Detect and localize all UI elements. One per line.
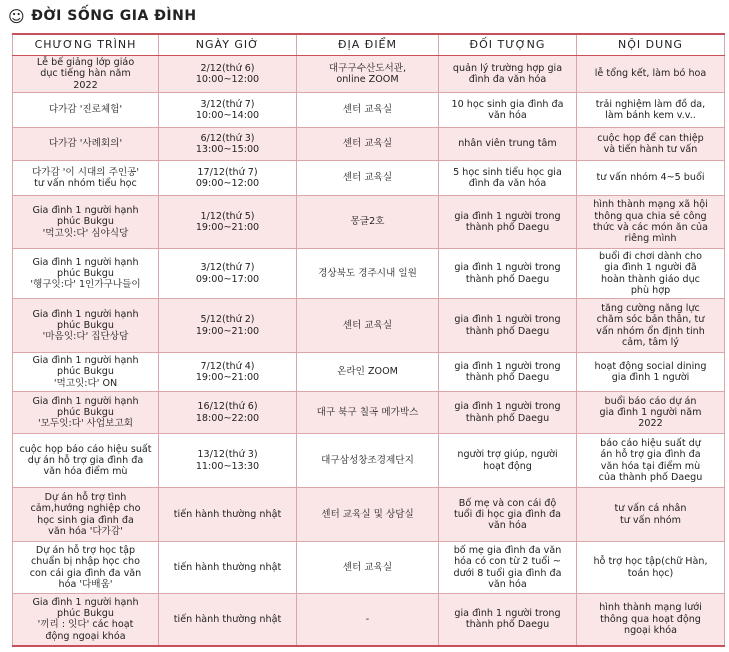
cell-datetime: tiến hành thường nhật xyxy=(159,594,297,646)
cell-target: gia đình 1 người trong thành phố Daegu xyxy=(439,299,577,353)
section-title-text: ĐỜI SỐNG GIA ĐÌNH xyxy=(31,8,197,24)
cell-program: 다가감 '진로체험' xyxy=(13,93,159,128)
cell-content: cuộc họp để can thiệp và tiến hành tư vấn xyxy=(577,128,725,161)
smiley-icon: ☺ xyxy=(8,6,26,26)
cell-target: gia đình 1 người trong thành phố Daegu xyxy=(439,196,577,249)
header-target: ĐỐI TƯỢNG xyxy=(439,34,577,56)
cell-target: người trợ giúp, người hoạt động xyxy=(439,434,577,488)
cell-datetime: 1/12(thứ 5) 19:00~21:00 xyxy=(159,196,297,249)
table-header-row xyxy=(13,34,725,56)
table-row xyxy=(13,128,725,161)
cell-program: Gia đình 1 người hạnh phúc Bukgu '행구잇:다' 1인가구나들이 xyxy=(13,249,159,299)
cell-program: Gia đình 1 người hạnh phúc Bukgu '먹고잇:다' ON xyxy=(13,353,159,392)
cell-location: 경상북도 경주시내 일원 xyxy=(297,249,439,299)
table-row xyxy=(13,488,725,542)
cell-content: lễ tổng kết, làm bó hoa xyxy=(577,56,725,93)
cell-content: hoạt động social dining gia đình 1 người xyxy=(577,353,725,392)
cell-datetime: 13/12(thứ 3) 11:00~13:30 xyxy=(159,434,297,488)
header-content: NỘI DUNG xyxy=(577,34,725,56)
program-table xyxy=(12,33,725,647)
table-row xyxy=(13,434,725,488)
cell-datetime: 2/12(thứ 6) 10:00~12:00 xyxy=(159,56,297,93)
cell-location: 센터 교육실 xyxy=(297,93,439,128)
cell-datetime: tiến hành thường nhật xyxy=(159,488,297,542)
cell-datetime: 7/12(thứ 4) 19:00~21:00 xyxy=(159,353,297,392)
cell-location: 센터 교육실 xyxy=(297,128,439,161)
cell-datetime: 17/12(thứ 7) 09:00~12:00 xyxy=(159,161,297,196)
cell-program: cuộc họp báo cáo hiệu suất dự án hỗ trợ gia đình đa văn hóa điểm mù xyxy=(13,434,159,488)
table-row xyxy=(13,392,725,434)
cell-target: 5 học sinh tiểu học gia đình đa văn hóa xyxy=(439,161,577,196)
cell-datetime: 3/12(thứ 7) 10:00~14:00 xyxy=(159,93,297,128)
cell-target: quản lý trường hợp gia đình đa văn hóa xyxy=(439,56,577,93)
table-row xyxy=(13,249,725,299)
cell-datetime: 3/12(thứ 7) 09:00~17:00 xyxy=(159,249,297,299)
cell-datetime: tiến hành thường nhật xyxy=(159,542,297,594)
cell-target: nhân viên trung tâm xyxy=(439,128,577,161)
cell-content: hỗ trợ học tập(chữ Hàn, toán học) xyxy=(577,542,725,594)
cell-program: Lễ bế giảng lớp giáo dục tiếng hàn năm 2022 xyxy=(13,56,159,93)
cell-location: 온라인 ZOOM xyxy=(297,353,439,392)
cell-datetime: 5/12(thứ 2) 19:00~21:00 xyxy=(159,299,297,353)
cell-location: 센터 교육실 xyxy=(297,299,439,353)
cell-content: buổi đi chơi dành cho gia đình 1 người đã hoàn thành giáo dục phù hợp xyxy=(577,249,725,299)
table-row xyxy=(13,196,725,249)
cell-program: 다가감 '사례회의' xyxy=(13,128,159,161)
cell-location: 몽글2호 xyxy=(297,196,439,249)
table-row xyxy=(13,56,725,93)
cell-location: 대구구수산도서관, online ZOOM xyxy=(297,56,439,93)
cell-content: tăng cường năng lực chăm sóc bản thân, tư vấn nhóm ổn định tinh cảm, tâm lý xyxy=(577,299,725,353)
cell-target: bố mẹ gia đình đa văn hóa có con từ 2 tuổi ~ dưới 8 tuổi gia đình đa văn hóa xyxy=(439,542,577,594)
cell-content: trải nghiệm làm đồ da, làm bánh kem v.v.. xyxy=(577,93,725,128)
cell-location: 센터 교육실 xyxy=(297,542,439,594)
cell-program: Gia đình 1 người hạnh phúc Bukgu '끼리 : 잇다' các hoạt động ngoại khóa xyxy=(13,594,159,646)
cell-program: Dự án hỗ trợ tình cảm,hướng nghiệp cho học sinh gia đình đa văn hóa '다가감' xyxy=(13,488,159,542)
cell-program: Gia đình 1 người hạnh phúc Bukgu '모두잇:다' 사업보고회 xyxy=(13,392,159,434)
cell-content: buổi báo cáo dự án gia đình 1 người năm 2022 xyxy=(577,392,725,434)
cell-location: 대구 북구 칠곡 메가박스 xyxy=(297,392,439,434)
cell-content: báo cáo hiệu suất dự án hỗ trợ gia đình đa văn hóa tại điểm mù của thành phố Daegu xyxy=(577,434,725,488)
cell-location: 센터 교육실 및 상담실 xyxy=(297,488,439,542)
cell-target: gia đình 1 người trong thành phố Daegu xyxy=(439,594,577,646)
header-location: ĐỊA ĐIỂM xyxy=(297,34,439,56)
cell-program: Dự án hỗ trợ học tập chuẩn bị nhập học cho con cái gia đình đa văn hóa '다배움' xyxy=(13,542,159,594)
cell-location: 센터 교육실 xyxy=(297,161,439,196)
section-title xyxy=(8,4,197,28)
cell-content: hình thành mạng xã hội thông qua chia sẻ công thức và các món ăn của riêng mình xyxy=(577,196,725,249)
header-program: CHƯƠNG TRÌNH xyxy=(13,34,159,56)
cell-location: - xyxy=(297,594,439,646)
cell-datetime: 6/12(thứ 3) 13:00~15:00 xyxy=(159,128,297,161)
cell-program: Gia đình 1 người hạnh phúc Bukgu '먹고잇:다' 심야식당 xyxy=(13,196,159,249)
cell-target: gia đình 1 người trong thành phố Daegu xyxy=(439,392,577,434)
table-row xyxy=(13,594,725,646)
table-row xyxy=(13,542,725,594)
cell-target: gia đình 1 người trong thành phố Daegu xyxy=(439,353,577,392)
cell-content: hình thành mạng lưới thông qua hoạt động ngoại khóa xyxy=(577,594,725,646)
cell-target: Bố mẹ và con cái độ tuổi đi học gia đình đa văn hóa xyxy=(439,488,577,542)
cell-content: tư vấn cá nhân tư vấn nhóm xyxy=(577,488,725,542)
cell-location: 대구삼성창조경제단지 xyxy=(297,434,439,488)
cell-program: Gia đình 1 người hạnh phúc Bukgu '마음잇:다' 집단상담 xyxy=(13,299,159,353)
cell-content: tư vấn nhóm 4~5 buổi xyxy=(577,161,725,196)
table-row xyxy=(13,161,725,196)
cell-target: gia đình 1 người trong thành phố Daegu xyxy=(439,249,577,299)
table-row xyxy=(13,353,725,392)
table-row xyxy=(13,93,725,128)
cell-target: 10 học sinh gia đình đa văn hóa xyxy=(439,93,577,128)
header-datetime: NGÀY GIỜ xyxy=(159,34,297,56)
cell-program: 다가감 '이 시대의 주인공' tư vấn nhóm tiểu học xyxy=(13,161,159,196)
table-row xyxy=(13,299,725,353)
cell-datetime: 16/12(thứ 6) 18:00~22:00 xyxy=(159,392,297,434)
